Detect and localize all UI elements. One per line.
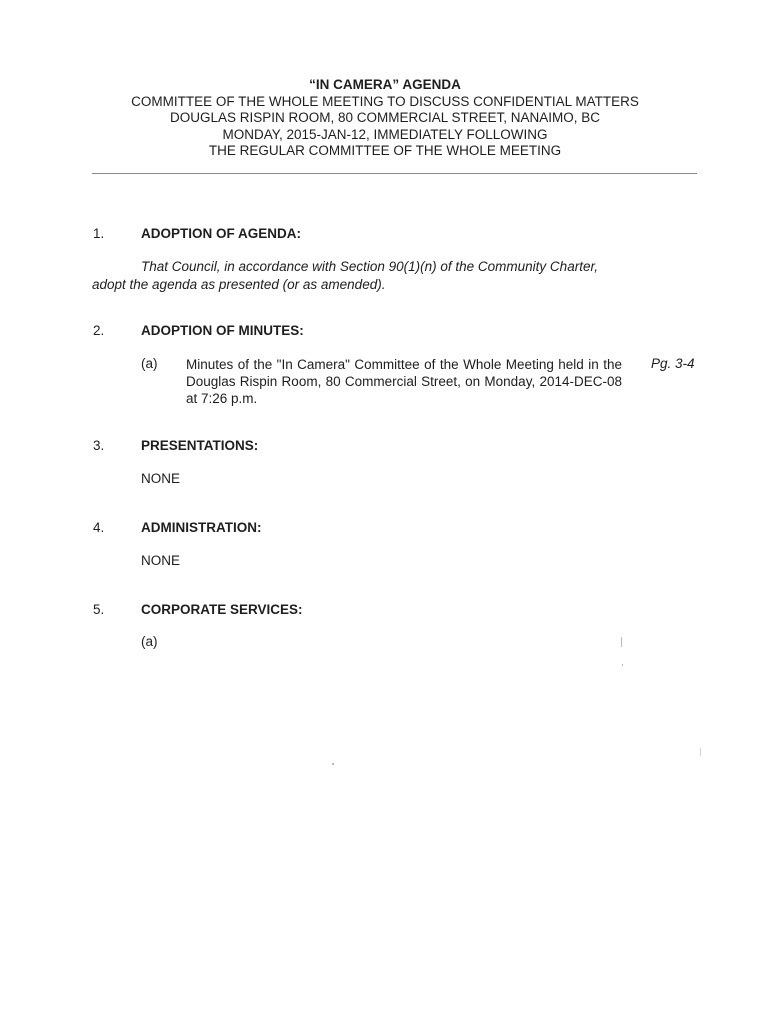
header-divider (92, 173, 697, 174)
agenda-header (0, 77, 770, 160)
scan-speck (622, 664, 623, 666)
scan-speck (332, 763, 334, 765)
section-heading: CORPORATE SERVICES: (141, 602, 303, 617)
header-line-following: THE REGULAR COMMITTEE OF THE WHOLE MEETING (208, 143, 562, 158)
section-number: 2. (93, 323, 105, 338)
scan-speck (621, 637, 622, 647)
header-line-location: DOUGLAS RISPIN ROOM, 80 COMMERCIAL STREET, NANAIMO, BC (169, 110, 601, 125)
section-number: 1. (93, 226, 105, 241)
item-letter: (a) (141, 634, 158, 649)
motion-line: That Council, in accordance with Section 90(1)(n) of the Community Charter, (141, 259, 598, 274)
agenda-title: “IN CAMERA” AGENDA (309, 77, 461, 92)
page-reference: Pg. 3-4 (651, 356, 695, 371)
section-heading: ADMINISTRATION: (141, 520, 262, 535)
section-number: 5. (93, 602, 105, 617)
section-heading: ADOPTION OF MINUTES: (141, 323, 304, 338)
section-heading: PRESENTATIONS: (141, 438, 259, 453)
section-heading: ADOPTION OF AGENDA: (141, 226, 301, 241)
header-line-date: MONDAY, 2015-JAN-12, IMMEDIATELY FOLLOWING (222, 126, 548, 142)
header-line-meeting: COMMITTEE OF THE WHOLE MEETING TO DISCUSS CONFIDENTIAL MATTERS (131, 93, 639, 109)
section-number: 4. (93, 520, 105, 535)
section-body: NONE (141, 471, 181, 486)
section-number: 3. (93, 438, 105, 453)
scan-speck (700, 748, 701, 756)
minutes-item-text: Minutes of the "In Camera" Committee of the Whole Meeting held in the Douglas Rispin Room, 80 Commercial Street, on Monday, 2014-DEC-08 at 7:26 p.m. (186, 357, 622, 406)
agenda-motion (92, 258, 637, 294)
item-letter: (a) (141, 356, 158, 371)
motion-line: adopt the agenda as presented (or as amended). (92, 277, 386, 292)
section-body: NONE (141, 553, 181, 568)
